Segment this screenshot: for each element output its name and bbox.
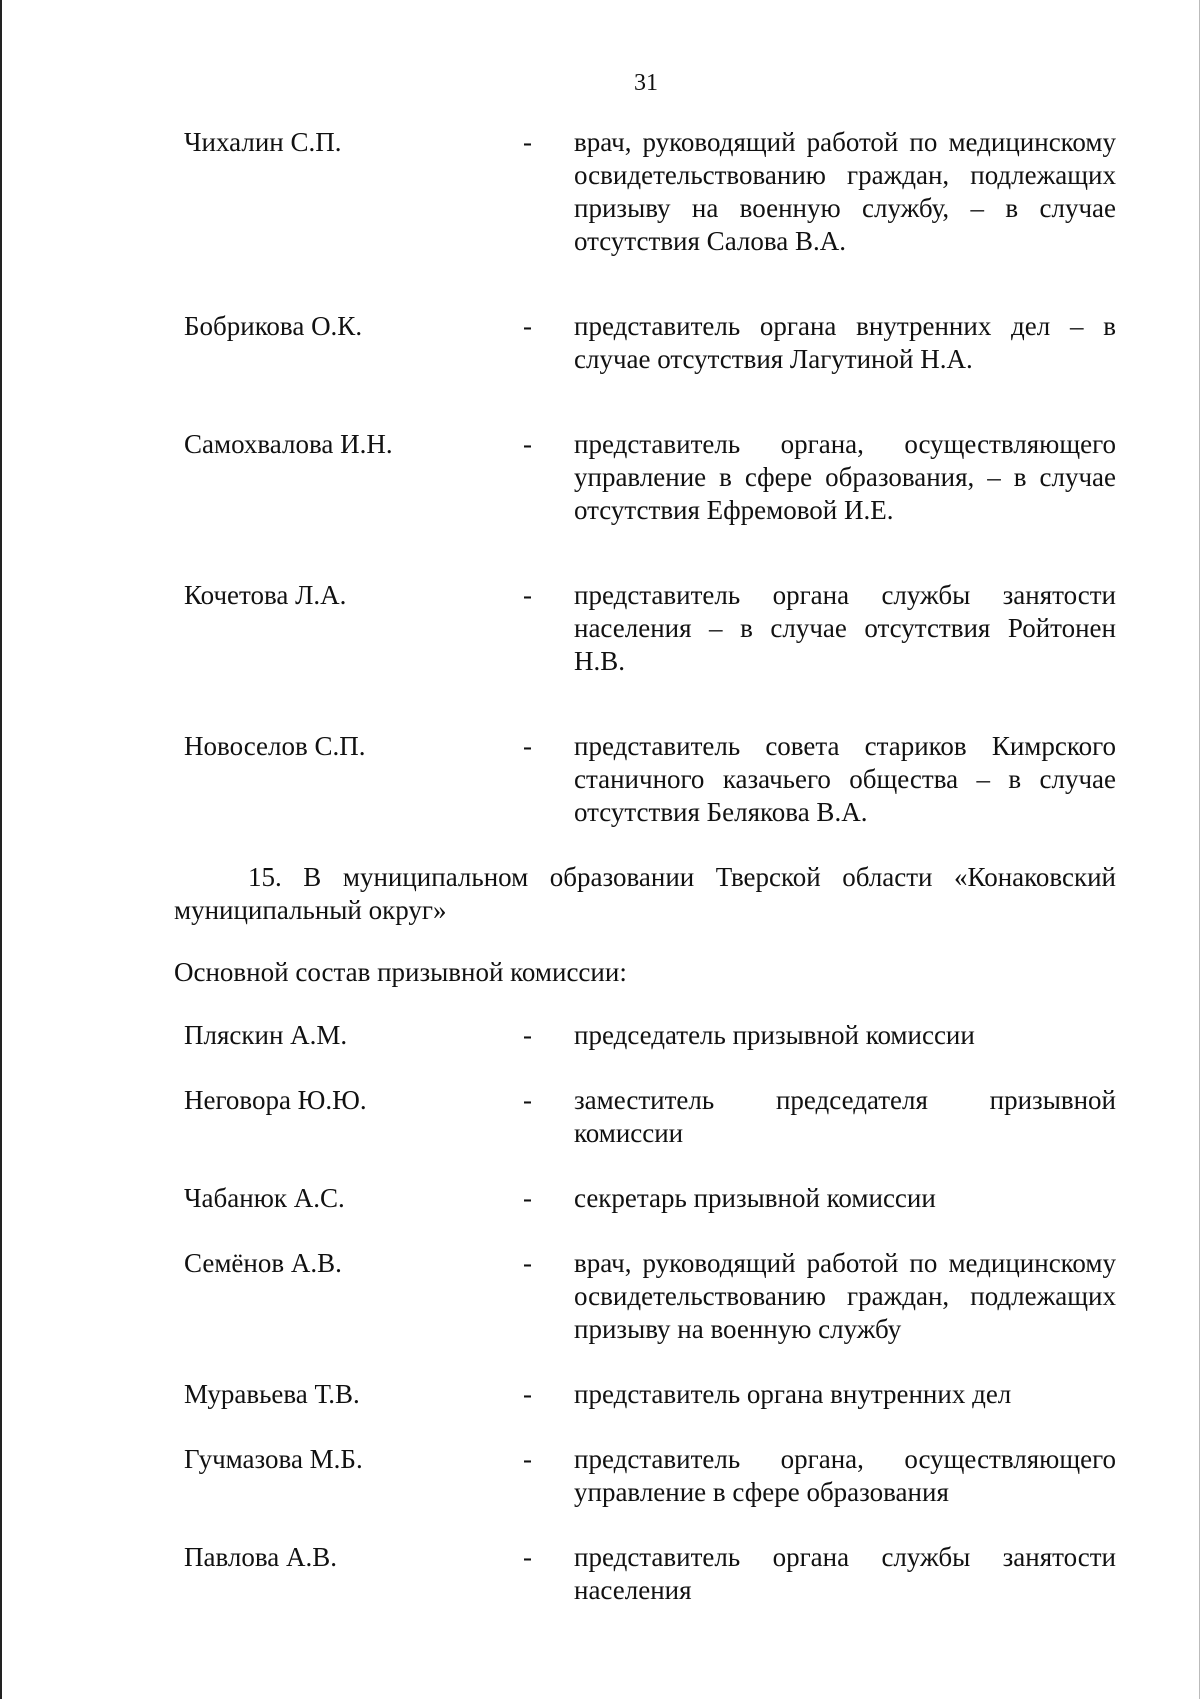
member-name: Семёнов А.В.: [184, 1248, 342, 1278]
member-role: заместитель председателя призывной комиссии: [574, 1085, 1116, 1148]
member-entry: [174, 1084, 1116, 1150]
member-entry: [174, 126, 1116, 258]
member-role: представитель органа службы занятости населения: [574, 1542, 1116, 1605]
member-name: Бобрикова О.К.: [184, 311, 363, 341]
member-role: представитель органа, осуществляющего управление в сфере образования: [574, 1444, 1116, 1507]
member-role: представитель органа внутренних дел – в случае отсутствия Лагутиной Н.А.: [574, 311, 1116, 374]
composition-label: Основной состав призывной комиссии:: [174, 957, 627, 987]
member-name: Чабанюк А.С.: [184, 1183, 345, 1213]
member-role: врач, руководящий работой по медицинскому освидетельствованию граждан, подлежащих призыву на военную службу: [574, 1248, 1116, 1344]
document-body: [174, 126, 1116, 1607]
separator-dash: -: [523, 1183, 532, 1213]
member-name: Чихалин С.П.: [184, 127, 342, 157]
member-entry: [174, 1182, 1116, 1215]
member-name: Новоселов С.П.: [184, 731, 366, 761]
separator-dash: -: [523, 1542, 532, 1572]
separator-dash: -: [523, 311, 532, 341]
member-name: Кочетова Л.А.: [184, 580, 347, 610]
member-entry: [174, 428, 1116, 527]
section-heading: 15. В муниципальном образовании Тверской области «Конаковский муниципальный округ»: [174, 862, 1116, 925]
separator-dash: -: [523, 429, 532, 459]
separator-dash: -: [523, 1379, 532, 1409]
separator-dash: -: [523, 1020, 532, 1050]
page-number: 31: [634, 70, 658, 96]
member-entry: [174, 310, 1116, 376]
member-role: секретарь призывной комиссии: [574, 1183, 936, 1213]
member-entry: [174, 1443, 1116, 1509]
member-role: председатель призывной комиссии: [574, 1020, 975, 1050]
member-name: Пляскин А.М.: [184, 1020, 348, 1050]
member-role: представитель совета стариков Кимрского станичного казачьего общества – в случае отсутствия Белякова В.А.: [574, 731, 1116, 827]
member-entry: [174, 730, 1116, 829]
separator-dash: -: [523, 1085, 532, 1115]
member-entry: [174, 1541, 1116, 1607]
page-edge-left: [0, 0, 2, 1699]
member-name: Муравьева Т.В.: [184, 1379, 360, 1409]
separator-dash: -: [523, 127, 532, 157]
member-entry: [174, 1378, 1116, 1411]
separator-dash: -: [523, 1444, 532, 1474]
member-entry: [174, 579, 1116, 678]
separator-dash: -: [523, 1248, 532, 1278]
member-role: представитель органа внутренних дел: [574, 1379, 1012, 1409]
member-name: Павлова А.В.: [184, 1542, 337, 1572]
member-name: Неговора Ю.Ю.: [184, 1085, 367, 1115]
member-role: представитель органа, осуществляющего управление в сфере образования, – в случае отсутствия Ефремовой И.Е.: [574, 429, 1116, 525]
member-entry: [174, 1019, 1116, 1052]
member-entry: [174, 1247, 1116, 1346]
member-name: Гучмазова М.Б.: [184, 1444, 363, 1474]
member-role: представитель органа службы занятости населения – в случае отсутствия Ройтонен Н.В.: [574, 580, 1116, 676]
separator-dash: -: [523, 731, 532, 761]
member-name: Самохвалова И.Н.: [184, 429, 393, 459]
member-role: врач, руководящий работой по медицинскому освидетельствованию граждан, подлежащих призыву на военную службу, – в случае отсутствия Салова В.А.: [574, 127, 1116, 256]
separator-dash: -: [523, 580, 532, 610]
